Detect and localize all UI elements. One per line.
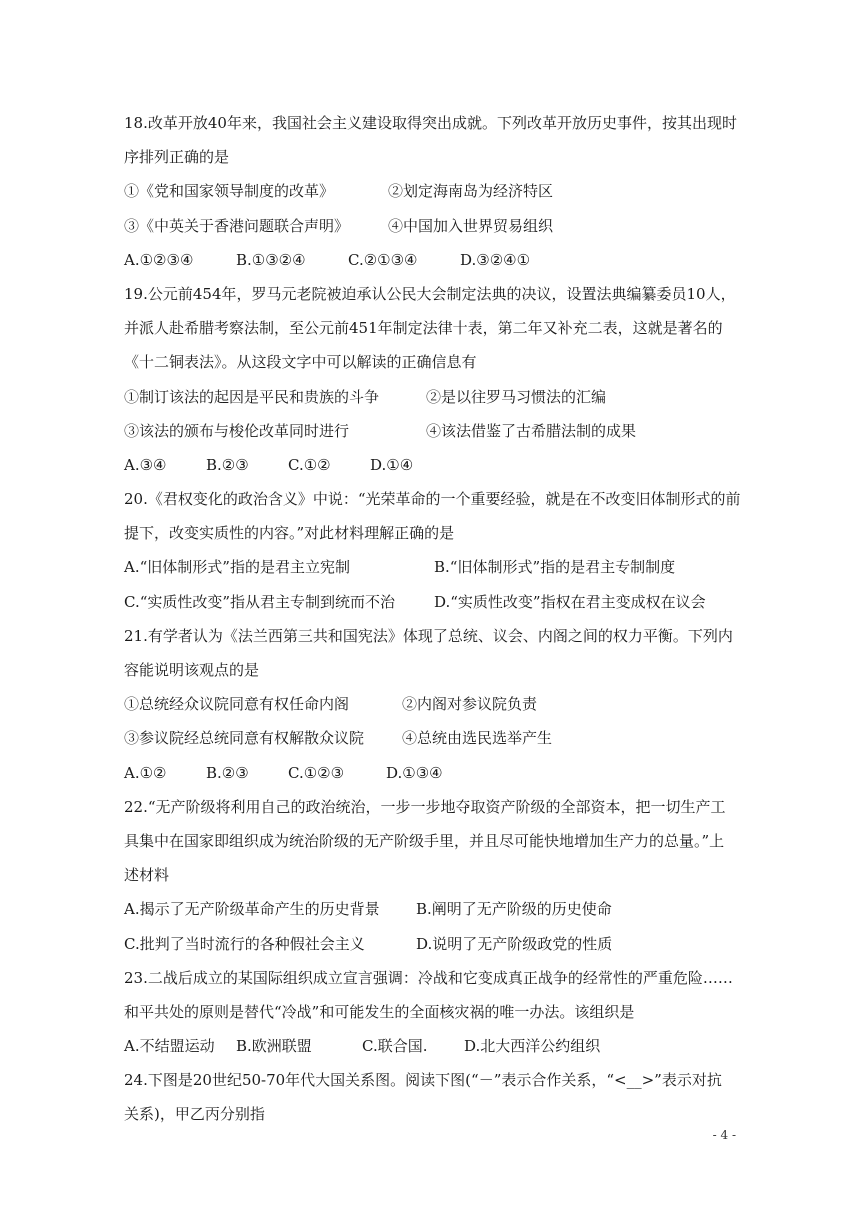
q18-options	[124, 243, 744, 277]
q22-options-row1	[124, 892, 744, 926]
q21-item-2: ②内阁对参议院负责	[402, 695, 538, 714]
q21-options	[124, 756, 744, 790]
q18-item-1: ①《党和国家领导制度的改革》	[124, 182, 335, 201]
q19-item-4: ④该法借鉴了古希腊法制的成果	[426, 421, 637, 440]
page-number: - 4 -	[712, 1128, 736, 1142]
q21-option-d: D.①③④	[386, 763, 443, 782]
q21-item-1: ①总统经众议院同意有权任命内阁	[124, 695, 350, 714]
q22-option-b: B.阐明了无产阶级的历史使命	[416, 900, 612, 919]
q18-item-3: ③《中英关于香港问题联合声明》	[124, 216, 350, 235]
q18-option-c: C.②①③④	[348, 250, 418, 269]
q21-option-b: B.②③	[206, 763, 249, 782]
q21-item-3: ③参议院经总统同意有权解散众议院	[124, 729, 365, 748]
q18-option-d: D.③②④①	[460, 250, 531, 269]
q19-items-row2	[124, 414, 744, 448]
q19-item-3: ③该法的颁布与梭伦改革同时进行	[124, 421, 350, 440]
q22-option-c: C.批判了当时流行的各种假社会主义	[124, 934, 365, 953]
q22-option-d: D.说明了无产阶级政党的性质	[416, 934, 613, 953]
q24-stem-line1: 24.下图是20世纪50-70年代大国关系图。阅读下图(“－”表示合作关系，“<__>”表示对抗	[124, 1071, 722, 1090]
q19-stem-line1: 19.公元前454年，罗马元老院被迫承认公民大会制定法典的决议，设置法典编纂委员10人，	[124, 284, 736, 303]
q19-item-2: ②是以往罗马习惯法的汇编	[426, 387, 607, 406]
q20-stem-line1: 20.《君权变化的政治含义》中说：“光荣革命的一个重要经验，就是在不改变旧体制形式的前	[124, 490, 741, 509]
q19-stem-line2: 并派人赴希腊考察法制，至公元前451年制定法律十表，第二年又补充二表，这就是著名的	[124, 319, 723, 338]
q19-item-1: ①制订该法的起因是平民和贵族的斗争	[124, 387, 380, 406]
q18-option-b: B.①③②④	[236, 250, 306, 269]
q20-option-c: C.“实质性改变”指从君主专制到统而不治	[124, 592, 396, 611]
q22-option-a: A.揭示了无产阶级革命产生的历史背景	[124, 900, 380, 919]
q19-option-d: D.①④	[370, 455, 414, 474]
q20-option-d: D.“实质性改变”指权在君主变成权在议会	[434, 592, 706, 611]
q20-options-row1	[124, 550, 744, 584]
q22-stem-line3: 述材料	[124, 866, 170, 885]
q20-option-b: B.“旧体制形式”指的是君主专制制度	[434, 558, 676, 577]
q23-option-a: A.不结盟运动	[124, 1037, 215, 1056]
q23-stem-line1: 23.二战后成立的某国际组织成立宣言强调：冷战和它变成真正战争的经常性的严重危险……	[124, 968, 733, 987]
q18-item-2: ②划定海南岛为经济特区	[388, 182, 554, 201]
q21-option-c: C.①②③	[288, 763, 345, 782]
q20-options-row2	[124, 585, 744, 619]
q23-option-b: B.欧洲联盟	[236, 1037, 312, 1056]
q21-stem-line1: 21.有学者认为《法兰西第三共和国宪法》体现了总统、议会、内阁之间的权力平衡。下列内	[124, 626, 733, 645]
q18-stem-line1: 18.改革开放40年来，我国社会主义建设取得突出成就。下列改革开放历史事件，按其出现时	[124, 114, 737, 132]
q18-items-row1	[124, 174, 744, 208]
q19-stem-line3: 《十二铜表法》。从这段文字中可以解读的正确信息有	[124, 353, 477, 372]
q19-items-row1	[124, 380, 744, 414]
q21-items-row2	[124, 721, 744, 755]
questions-content	[124, 106, 744, 1132]
q22-stem-line1: 22.“无产阶级将利用自己的政治统治，一步一步地夺取资产阶级的全部资本，把一切生产工	[124, 797, 726, 816]
q21-stem-line2: 容能说明该观点的是	[124, 661, 260, 679]
q22-stem-line2: 具集中在国家即组织成为统治阶级的无产阶级手里，并且尽可能快地增加生产力的总量。”上	[124, 831, 725, 850]
q21-item-4: ④总统由选民选举产生	[402, 729, 553, 748]
q19-options	[124, 448, 744, 482]
q23-option-d: D.北大西洋公约组织	[464, 1037, 601, 1056]
q19-option-c: C.①②	[288, 455, 331, 474]
q19-option-a: A.③④	[124, 455, 167, 474]
q23-options	[124, 1029, 744, 1063]
q23-option-c: C.联合国.	[362, 1037, 428, 1056]
q24-stem-line2: 关系)，甲乙丙分别指	[124, 1105, 265, 1124]
q21-items-row1	[124, 687, 744, 721]
q22-options-row2	[124, 927, 744, 961]
q23-stem-line2: 和平共处的原则是替代“冷战”和可能发生的全面核灾祸的唯一办法。该组织是	[124, 1002, 635, 1021]
q18-items-row2	[124, 209, 744, 243]
q20-option-a: A.“旧体制形式”指的是君主立宪制	[124, 558, 350, 577]
q20-stem-line2: 提下，改变实质性的内容。”对此材料理解正确的是	[124, 524, 455, 543]
q18-stem-line2: 序排列正确的是	[124, 148, 230, 167]
q18-option-a: A.①②③④	[124, 250, 194, 269]
q18-item-4: ④中国加入世界贸易组织	[388, 216, 554, 235]
q19-option-b: B.②③	[206, 455, 249, 474]
q21-option-a: A.①②	[124, 763, 167, 782]
